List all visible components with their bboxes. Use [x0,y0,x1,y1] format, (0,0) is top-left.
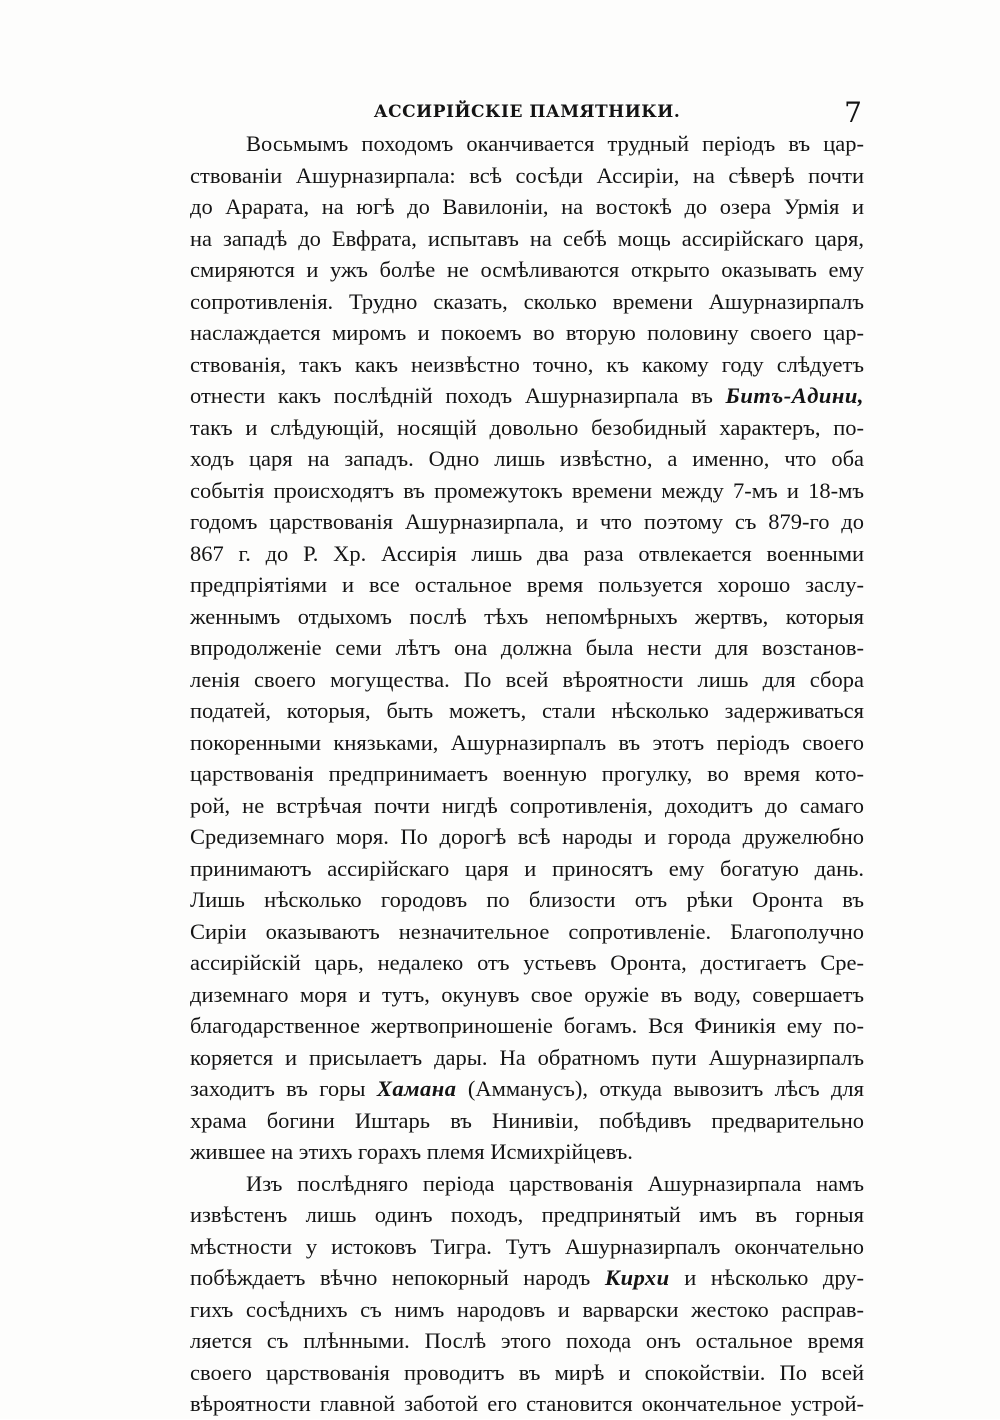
line-text: Изъ послѣдняго періода царствованія Ашурназирпала намъ [246,1170,864,1196]
text-line [190,286,864,318]
text-line [190,601,864,633]
text-line [190,538,864,570]
running-title: АССИРІЙСКІЕ ПАМЯТНИКИ. [373,102,681,122]
text-line [190,1073,864,1105]
line-text: и нѣсколько дру- [684,1265,865,1290]
emphasized-place-name: Хамана [376,1076,457,1101]
body-text [190,128,864,1420]
text-line [190,349,864,381]
line-text: такъ и слѣдующій, носящій довольно безобидный характеръ, по- [190,414,864,440]
line-text: побѣждаетъ вѣчно непокорный народъ [190,1265,591,1290]
line-text: ляется съ плѣнными. Послѣ этого похода онъ остальное время [190,1328,864,1353]
text-line [190,191,864,223]
line-text: жившее на этихъ горахъ племя Исмихрійцевъ. [190,1139,633,1164]
line-text: Средиземнаго моря. По дорогѣ всѣ народы и города дружелюбно [190,824,864,849]
text-line [190,1357,864,1389]
line-text: Лишь нѣсколько городовъ по близости отъ рѣки Оронта въ [190,887,864,912]
text-line [190,317,864,349]
line-text: женнымъ отдыхомъ послѣ тѣхъ непомѣрныхъ жертвъ, которыя [190,603,864,629]
line-text: смиряются и ужъ болѣе не осмѣливаются открыто оказывать ему [190,257,864,282]
line-text: диземнаго моря и тутъ, окунувъ свое оружіе въ воду, совершаетъ [190,981,864,1007]
text-line [190,1042,864,1074]
line-text: царствованія предпринимаетъ военную прогулку, во время кото- [190,761,864,786]
text-line [190,916,864,948]
text-line [190,1231,864,1263]
text-line [190,1105,864,1137]
text-line [190,979,864,1011]
text-line [190,412,864,444]
line-text: до Арарата, на югѣ до Вавилоніи, на востокѣ до озера Урмія и [190,194,864,219]
line-text: ассирійскій царь, недалеко отъ устьевъ Оронта, достигаетъ Сре- [190,950,864,975]
page-number: 7 [844,96,862,129]
text-line [190,790,864,822]
line-text: вѣроятности главной заботой его становится окончательное устрой- [190,1391,864,1416]
text-line [190,695,864,727]
text-line [190,506,864,538]
text-line [190,1199,864,1231]
line-text: коряется и присылаетъ дары. На обратномъ пути Ашурназирпалъ [190,1044,864,1070]
line-text: мѣстности у истоковъ Тигра. Тутъ Ашурназирпалъ окончательно [190,1233,864,1259]
text-line [190,758,864,790]
line-text: ленія своего могущества. По всей вѣроятности лишь для сбора [190,666,864,692]
text-line [190,254,864,286]
line-text: покоренными князьками, Ашурназирпалъ въ этотъ періодъ своего [190,729,864,755]
line-text: своего царствованія проводитъ въ мирѣ и спокойствіи. По всей [190,1359,864,1385]
line-text: ходъ царя на западъ. Одно лишь извѣстно, а именно, что оба [190,446,864,471]
line-text: событія происходятъ въ промежутокъ времени между 7-мъ и 18-мъ [190,477,864,503]
line-text: заходитъ въ горы [190,1076,366,1101]
line-text: предпріятіями и все остальное время пользуется хорошо заслу- [190,572,864,597]
text-line [190,569,864,601]
text-line [190,160,864,192]
line-text: гихъ сосѣднихъ съ нимъ народовъ и варварски жестоко расправ- [190,1296,864,1322]
line-text: впродолженіе семи лѣтъ она должна была нести для возстанов- [190,635,864,660]
text-line [190,1010,864,1042]
emphasized-people-name: Кирхи [604,1265,670,1290]
line-text: Сиріи оказываютъ незначительное сопротивленіе. Благополучно [190,918,864,944]
text-line [190,947,864,979]
line-text: (Амманусъ), откуда вывозитъ лѣсъ для [467,1076,865,1101]
text-line [190,853,864,885]
text-line [190,632,864,664]
line-text: отнести какъ послѣдній походъ Ашурназирпала въ [190,383,713,408]
line-text: Восьмымъ походомъ оканчивается трудный періодъ въ цар- [246,131,864,156]
text-line [190,727,864,759]
line-text: принимаютъ ассирійскаго царя и приносятъ ему богатую дань. [190,855,864,881]
line-text: годомъ царствованія Ашурназирпала, и что поэтому съ 879-го до [190,509,864,534]
line-text: наслаждается миромъ и покоемъ во вторую половину своего цар- [190,320,864,345]
emphasized-place-name: Битъ-Адини, [725,383,865,408]
line-text: храма богини Иштарь въ Нинивіи, побѣдивъ предварительно [190,1107,864,1133]
text-line [190,1388,864,1420]
text-line [190,1294,864,1326]
text-line [190,1136,864,1168]
text-line [190,821,864,853]
text-line [190,664,864,696]
text-line [190,1325,864,1357]
line-text: на западѣ до Евфрата, испытавъ на себѣ мощь ассирійскаго царя, [190,225,864,251]
line-text: ствованіи Ашурназирпала: всѣ сосѣди Ассиріи, на сѣверѣ почти [190,162,864,188]
text-line [190,223,864,255]
line-text: ствованія, такъ какъ неизвѣстно точно, къ какому году слѣдуетъ [190,351,864,377]
text-line [190,1168,864,1200]
line-text: рой, не встрѣчая почти нигдѣ сопротивленія, доходитъ до самаго [190,792,864,818]
running-head [190,96,864,132]
text-line [190,380,864,412]
line-text: 867 г. до Р. Хр. Ассирія лишь два раза отвлекается военными [190,540,864,566]
text-line [190,884,864,916]
text-line [190,475,864,507]
line-text: податей, которыя, быть можетъ, стали нѣсколько задерживаться [190,698,864,723]
line-text: сопротивленія. Трудно сказать, сколько времени Ашурназирпалъ [190,288,864,314]
text-line [190,128,864,160]
text-line [190,443,864,475]
text-line [190,1262,864,1294]
line-text: извѣстенъ лишь одинъ походъ, предпринятый имъ въ горныя [190,1202,864,1227]
line-text: благодарственное жертвоприношеніе богамъ. Вся Финикія ему по- [190,1013,864,1038]
